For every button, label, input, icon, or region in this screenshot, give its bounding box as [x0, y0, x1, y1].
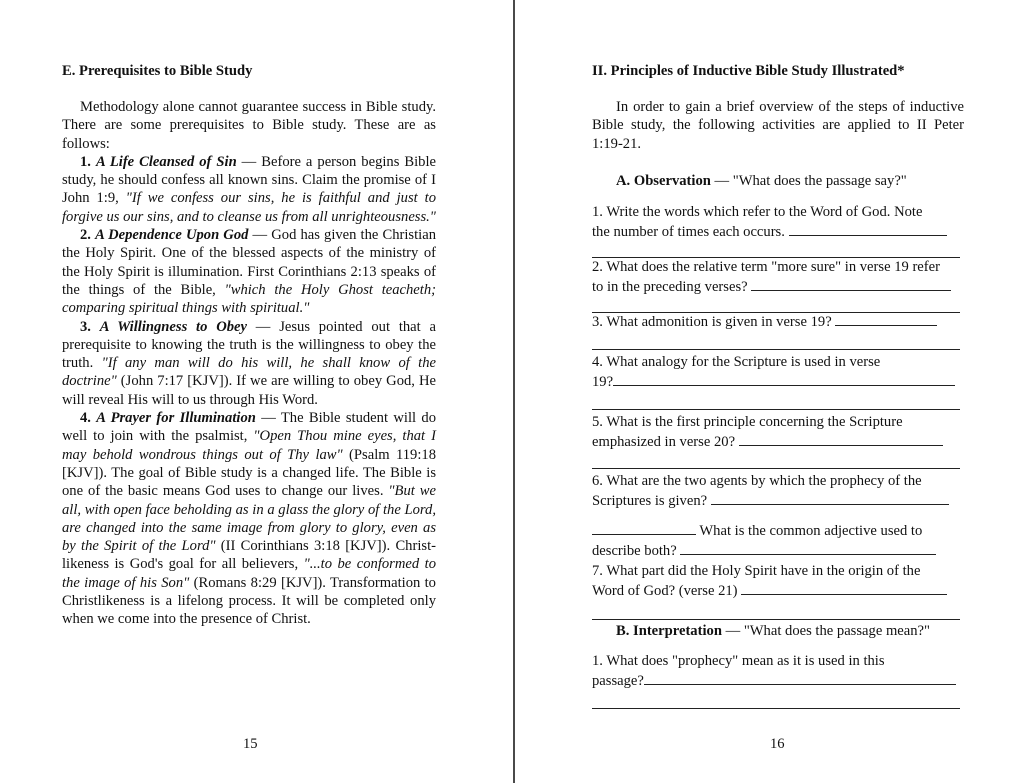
question-3: 3. What admonition is given in verse 19? [592, 313, 968, 333]
answer-line[interactable] [592, 619, 960, 620]
answer-blank[interactable] [711, 492, 949, 505]
prerequisite-item-3: 3. A Willingness to Obey — Jesus pointed out that a prerequisite to knowing the truth is the willingness to obey the truth. "If any man will do his will, he shall know of the doctrine" (John 7:17 [KJV]). If we are willing to obey God, He will reveal His will to us through His Word. [62, 318, 436, 408]
question-7: 7. What part did the Holy Spirit have in the origin of the Word of God? (verse 21) [592, 562, 968, 601]
section-interpretation-heading: B. Interpretation — "What does the passage mean?" [616, 623, 930, 639]
answer-line[interactable] [592, 468, 960, 469]
prerequisite-item-2: 2. A Dependence Upon God — God has given the Christian the Holy Spirit. One of the blessed aspects of the ministry of the Holy Spirit is illumination. First Corinthians 2:13 speaks of the things of the Bible, "which the Holy Ghost teacheth; comparing spiritual things with spiritual." [62, 227, 436, 317]
prerequisite-item-4: 4. A Prayer for Illumination — The Bible student will do well to join with the psalmist, "Open Thou mine eyes, that I may behold wondrous things out of Thy law" (Psalm 119:18 [KJV]). The goal of Bible study is a changed life. The Bible is one of the basic means God uses to change our lives. "But we all, with open face beholding as in a glass the glory of the Lord, are changed into the same image from glory to glory, even as by the Spirit of the Lord" (II Corinthians 3:18 [KJV]). Christ-likeness is God's goal for all believers, "...to be conformed to the image of his Son" (Romans 8:29 [KJV]). Transformation to Christlikeness is a lifelong process. It will be completed only when we come into the presence of Christ. [62, 410, 436, 628]
right-page-heading: II. Principles of Inductive Bible Study Illustrated* [592, 63, 905, 79]
question-2: 2. What does the relative term "more sure" in verse 19 refer to in the preceding verses? [592, 258, 968, 297]
question-5: 5. What is the first principle concerning the Scripture emphasized in verse 20? [592, 413, 968, 452]
left-page-body [62, 98, 436, 629]
question-4: 4. What analogy for the Scripture is used in verse 19? [592, 353, 968, 392]
question-1: 1. Write the words which refer to the Word of God. Note the number of times each occurs. [592, 203, 968, 242]
answer-blank[interactable] [789, 223, 947, 236]
answer-line[interactable] [592, 349, 960, 350]
answer-blank[interactable] [644, 672, 956, 685]
left-page-heading: E. Prerequisites to Bible Study [62, 63, 253, 79]
right-page [592, 0, 964, 783]
interpretation-question-1: 1. What does "prophecy" mean as it is used in this passage? [592, 652, 968, 691]
answer-blank[interactable] [835, 313, 937, 326]
answer-blank[interactable] [592, 522, 696, 535]
section-observation-heading: A. Observation — "What does the passage say?" [616, 173, 907, 189]
left-page [62, 0, 436, 783]
intro-paragraph: Methodology alone cannot guarantee success in Bible study. There are some prerequisites to Bible study. These are as follows: [62, 99, 436, 152]
answer-blank[interactable] [741, 582, 947, 595]
prerequisite-item-1: 1. A Life Cleansed of Sin — Before a person begins Bible study, he should confess all known sins. Claim the promise of I John 1:9, "If we confess our sins, he is faithful and just to forgive us our sins, and to cleanse us from all unrighteousness." [62, 153, 436, 225]
intro-paragraph: In order to gain a brief overview of the steps of inductive Bible study, the following activities are applied to II Peter 1:19-21. [592, 99, 964, 152]
answer-blank[interactable] [751, 278, 951, 291]
page-number: 15 [243, 736, 258, 752]
answer-blank[interactable] [680, 542, 936, 555]
page-spine-divider [513, 0, 515, 783]
answer-blank[interactable] [739, 433, 943, 446]
answer-blank[interactable] [613, 373, 955, 386]
page-number: 16 [770, 736, 785, 752]
question-6: 6. What are the two agents by which the prophecy of the Scriptures is given? [592, 472, 968, 511]
answer-line[interactable] [592, 409, 960, 410]
question-6-followup: What is the common adjective used to describe both? [592, 522, 968, 561]
answer-line[interactable] [592, 708, 960, 709]
